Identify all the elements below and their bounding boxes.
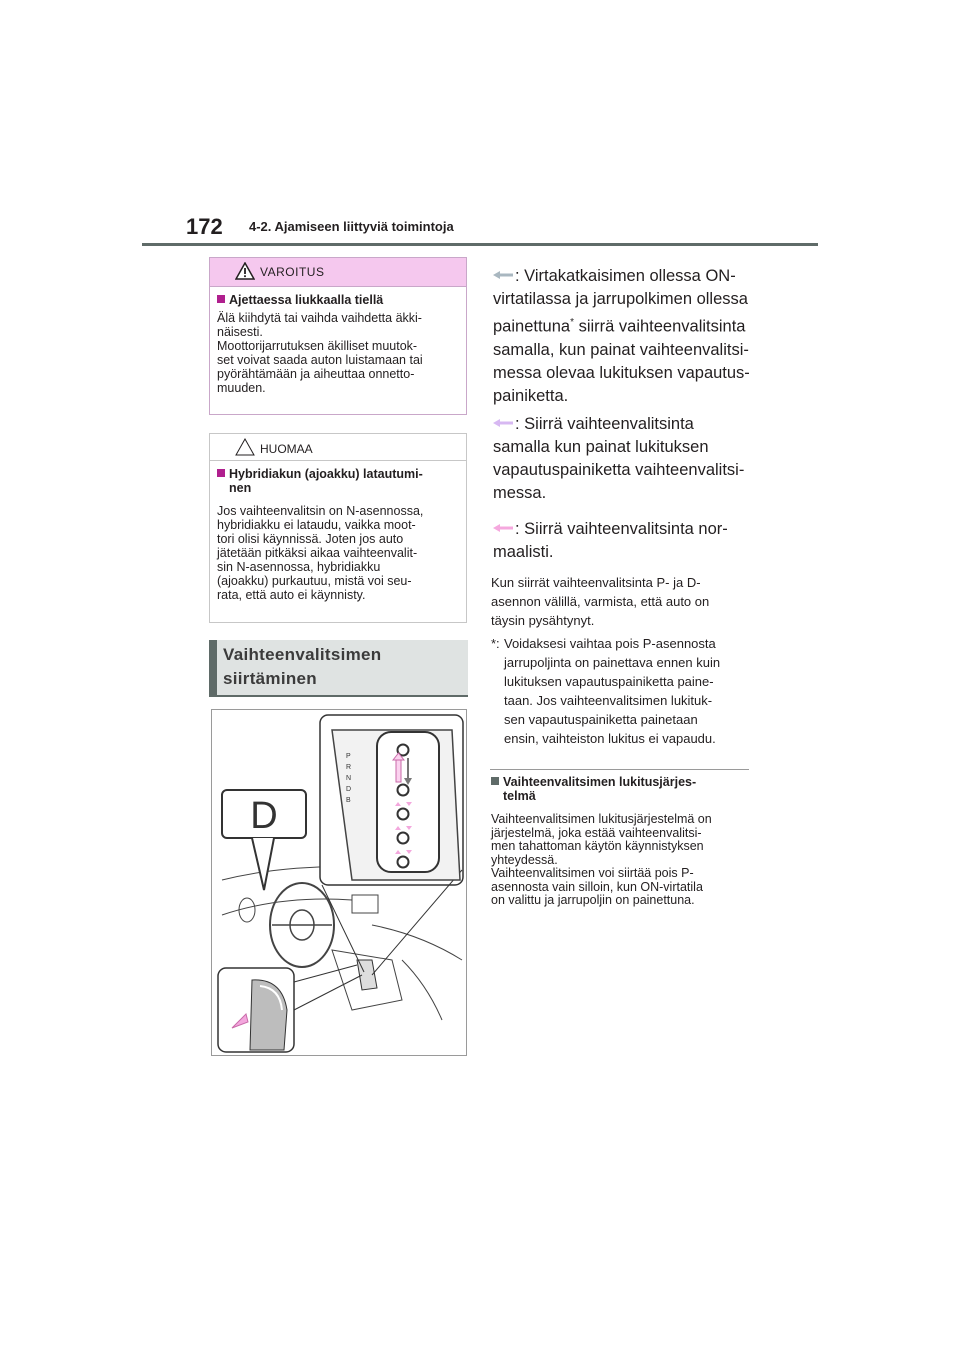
- notice-subtitle-line2: nen: [229, 481, 252, 495]
- gate-label-b: B: [346, 797, 351, 804]
- left-arrow-icon: [493, 271, 513, 279]
- bullet-square-icon: [491, 777, 499, 785]
- footnote-line-1: Voidaksesi vaihtaa pois P-asennosta: [504, 636, 716, 651]
- notice-header: [210, 434, 466, 461]
- bullet-square-icon: [217, 469, 225, 477]
- header-rule: [142, 243, 818, 246]
- caution-triangle-icon: [235, 438, 255, 456]
- footnote-line-6: ensin, vaihteiston lukitus ei vapaudu.: [504, 731, 716, 746]
- gate-label-r: R: [346, 764, 352, 771]
- legend-1-line-6: painiketta.: [493, 386, 569, 405]
- legend-2-line-2: samalla kun painat lukituksen: [493, 438, 709, 456]
- info-line-2: asennon välillä, varmista, että auto on: [491, 594, 710, 609]
- legend-1-line-3a: painettuna: [493, 317, 571, 336]
- footnote: [491, 634, 761, 748]
- lock-system-title: [491, 775, 696, 803]
- footnote-line-4: taan. Jos vaihteenvalitsimen lukituk-: [504, 693, 713, 708]
- info-paragraph: [491, 573, 709, 630]
- section-title: Vaihteenvalitsimen siirtäminen: [223, 645, 382, 688]
- bullet-square-icon: [217, 295, 225, 303]
- legend-item-3: [493, 518, 763, 564]
- warning-triangle-icon: [235, 262, 255, 280]
- gate-label-n: N: [346, 775, 352, 782]
- warning-title: VAROITUS: [260, 265, 325, 279]
- footnote-line-3: lukituksen vapautuspainiketta paine-: [504, 674, 714, 689]
- legend-3-line-1: : Siirrä vaihteenvalitsinta nor-: [515, 520, 728, 538]
- legend-2-line-1: : Siirrä vaihteenvalitsinta: [515, 415, 694, 433]
- footnote-line-2: jarrupoljinta on painettava ennen kuin: [504, 655, 721, 670]
- notice-subtitle: [217, 467, 423, 495]
- legend-1-line-3b: siirrä vaihteenvalitsinta: [573, 317, 746, 336]
- legend-1-line-2: virtatilassa ja jarrupolkimen ollessa: [493, 290, 748, 308]
- info-line-1: Kun siirrät vaihteenvalitsinta P- ja D-: [491, 575, 701, 590]
- section-header: [209, 640, 468, 697]
- shift-lever-illustration: [211, 709, 467, 1056]
- warning-text: Älä kiihdytä tai vaihda vaihdetta äkki- näisesti. Moottorijarrutuksen äkilliset muutok- set voivat saada auton luistamaan tai pyörähtämään ja aiheuttaa onnetto- muuden.: [217, 311, 423, 395]
- lock-system-title-line2: telmä: [503, 789, 536, 803]
- footnote-label: *:: [491, 636, 500, 651]
- notice-text: Jos vaihteenvalitsin on N-asennossa, hybridiakku ei lataudu, vaikka moot- tori olisi käynnissä. Joten jos auto jätetään pitkäksi aikaa vaihteenvalit- sin N-asennossa, hybridiakku (ajoakku) purkautuu, mistä voi seu- rata, että auto ei käynnisty.: [217, 504, 424, 602]
- left-arrow-icon: [493, 524, 513, 532]
- notice-subtitle-line1: Hybridiakun (ajoakku) latautumi-: [229, 467, 423, 481]
- info-line-3: täysin pysähtynyt.: [491, 613, 595, 628]
- gate-label-d: D: [346, 786, 352, 793]
- shift-lever-drawing: [212, 710, 466, 1055]
- legend-item-2: [493, 413, 763, 505]
- chapter-title: 4-2. Ajamiseen liittyviä toimintoja: [249, 219, 454, 234]
- callout-letter: D: [250, 795, 278, 837]
- lock-system-text: Vaihteenvalitsimen lukitusjärjestelmä on järjestelmä, joka estää vaihteenvalitsi- men tahattoman käytön käynnistyksen yhteydessä. Vaihteenvalitsimen voi siirtää pois P- asennosta vain silloin, kun ON-virtatila on valittu ja jarrupoljin on painettuna.: [491, 812, 712, 907]
- warning-box: [209, 257, 467, 415]
- legend-1-line-1: : Virtakatkaisimen ollessa ON-: [515, 267, 736, 285]
- notice-box: [209, 433, 467, 623]
- left-arrow-icon: [493, 419, 513, 427]
- warning-subtitle: [217, 293, 383, 307]
- lock-system-title-line1: Vaihteenvalitsimen lukitusjärjes-: [503, 775, 697, 789]
- notice-title: HUOMAA: [260, 442, 313, 456]
- footnote-body: [504, 634, 761, 748]
- warning-header: [210, 258, 466, 287]
- gate-label-p: P: [346, 753, 351, 760]
- footnote-marker: *: [570, 317, 574, 328]
- warning-subtitle-text: Ajettaessa liukkaalla tiellä: [229, 293, 384, 307]
- legend-1-line-4: samalla, kun painat vaihteenvalitsi-: [493, 340, 749, 359]
- footnote-line-5: sen vapautuspainiketta painetaan: [504, 712, 698, 727]
- legend-1-line-5: messa olevaa lukituksen vapautus-: [493, 363, 750, 382]
- legend-item-1: [493, 265, 763, 408]
- legend-3-line-2: maalisti.: [493, 543, 554, 561]
- separator: [490, 769, 749, 770]
- legend-2-line-3: vapautuspainiketta vaihteenvalitsi-: [493, 461, 745, 479]
- section-bar: [209, 640, 217, 695]
- page-number: 172: [186, 214, 223, 239]
- legend-2-line-4: messa.: [493, 484, 547, 502]
